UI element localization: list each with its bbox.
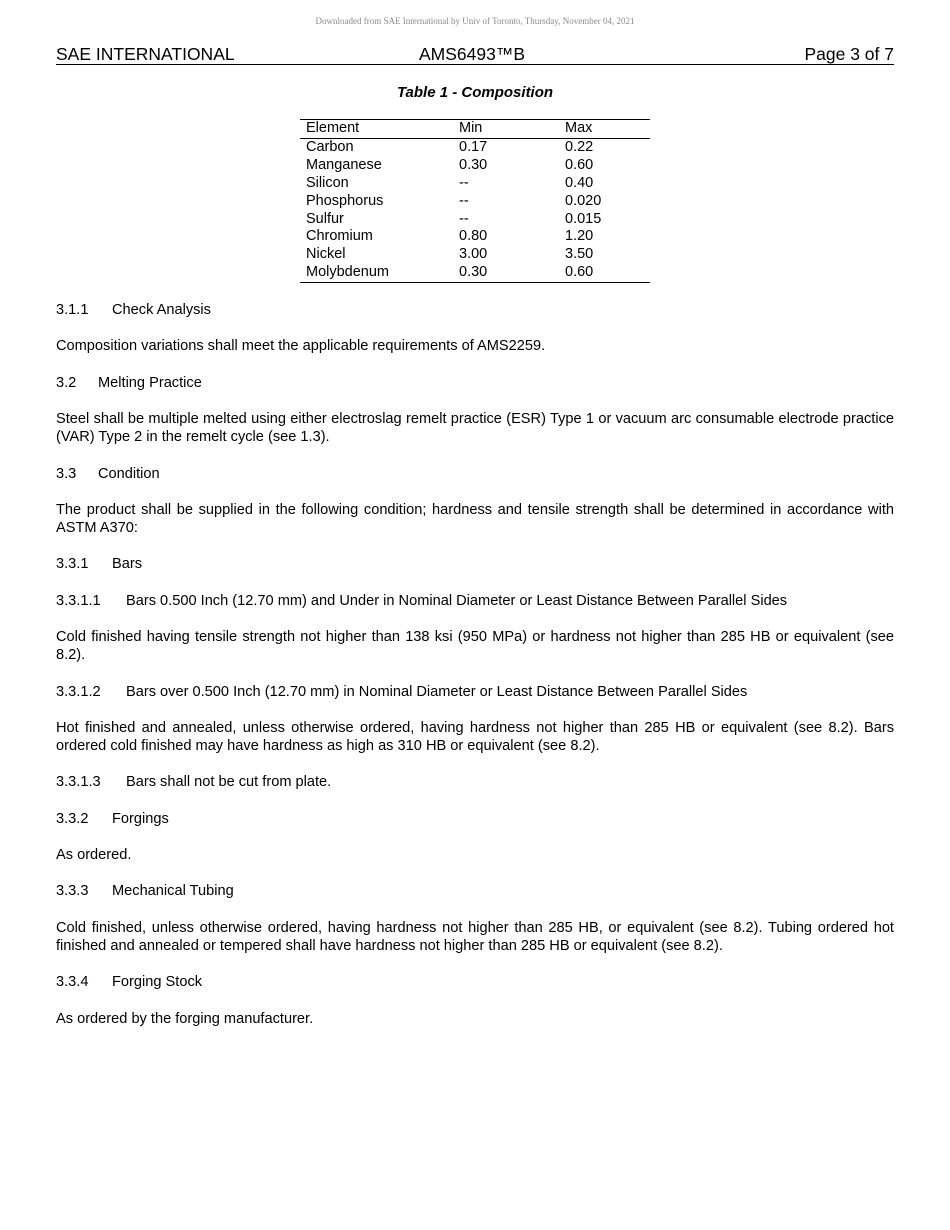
section-title: Melting Practice bbox=[98, 374, 202, 391]
cell-element: Chromium bbox=[306, 228, 373, 245]
section-text: Composition variations shall meet the applicable requirements of AMS2259. bbox=[56, 338, 546, 355]
cell-max: 0.60 bbox=[565, 156, 594, 173]
cell-max: 0.020 bbox=[565, 192, 602, 209]
cell-element: Manganese bbox=[306, 156, 382, 173]
cell-max: 3.50 bbox=[565, 246, 594, 263]
table-row bbox=[300, 175, 650, 193]
section-text: Steel shall be multiple melted using either electroslag remelt practice (ESR) Type 1 or vacuum arc consumable electrode practice (VAR) Type 2 in the remelt cycle (see 1.3). bbox=[56, 411, 894, 446]
cell-min: 0.30 bbox=[453, 264, 559, 282]
section-heading-3-3-1 bbox=[56, 555, 894, 573]
table-header-row bbox=[300, 120, 650, 139]
section-heading-3-3-4 bbox=[56, 973, 894, 991]
section-text: Cold finished, unless otherwise ordered, having hardness not higher than 285 HB, or equivalent (see 8.2). Tubing ordered hot finished and annealed or tempered shall have hardness not higher than 285 HB or equivalent (see 8.2). bbox=[56, 919, 894, 954]
cell-element: Molybdenum bbox=[300, 264, 453, 282]
section-number: 3.3.3 bbox=[56, 883, 89, 900]
cell-max: 1.20 bbox=[565, 228, 594, 245]
cell-min: -- bbox=[459, 210, 469, 227]
section-number: 3.3.2 bbox=[56, 810, 89, 827]
section-heading-3-3-2 bbox=[56, 810, 894, 828]
composition-table bbox=[300, 119, 650, 283]
section-title: Bars 0.500 Inch (12.70 mm) and Under in Nominal Diameter or Least Distance Between Parallel Sides bbox=[126, 592, 788, 609]
section-number: 3.3.1.1 bbox=[56, 592, 101, 609]
cell-max: 0.60 bbox=[559, 264, 650, 282]
table-row bbox=[300, 246, 650, 264]
document-body bbox=[56, 301, 894, 1028]
section-number: 3.2 bbox=[56, 374, 77, 391]
section-heading-3-3-1-2 bbox=[56, 683, 894, 701]
cell-element: Carbon bbox=[306, 138, 354, 155]
section-number: 3.1.1 bbox=[56, 302, 89, 318]
section-number: 3.3.1.2 bbox=[56, 683, 101, 700]
section-title: Bars over 0.500 Inch (12.70 mm) in Nominal Diameter or Least Distance Between Parallel Sides bbox=[126, 683, 748, 700]
cell-min: -- bbox=[459, 192, 469, 209]
section-heading-3-3-1-1 bbox=[56, 592, 894, 610]
section-title: Condition bbox=[98, 465, 160, 482]
table-row bbox=[300, 193, 650, 211]
cell-max: 0.22 bbox=[565, 138, 594, 155]
section-title: Mechanical Tubing bbox=[112, 883, 234, 900]
column-header: Element bbox=[300, 120, 453, 139]
table-row bbox=[300, 157, 650, 175]
column-header: Max bbox=[559, 120, 650, 139]
section-heading-3-2 bbox=[56, 374, 894, 392]
section-text: The product shall be supplied in the following condition; hardness and tensile strength shall be determined in accordance with ASTM A370: bbox=[56, 501, 894, 536]
section-title: Bars shall not be cut from plate. bbox=[126, 774, 332, 791]
cell-element: Nickel bbox=[306, 246, 346, 263]
section-number: 3.3.4 bbox=[56, 974, 89, 991]
section-text: Cold finished having tensile strength not higher than 138 ksi (950 MPa) or hardness not higher than 285 HB or equivalent (see 8.2). bbox=[56, 629, 894, 664]
section-title: Forgings bbox=[112, 810, 169, 827]
header-doc-id: AMS6493™B bbox=[419, 44, 526, 64]
section-title: Forging Stock bbox=[112, 974, 203, 991]
table-row bbox=[300, 264, 650, 282]
cell-max: 0.40 bbox=[565, 174, 594, 191]
cell-min: 0.30 bbox=[459, 156, 488, 173]
section-heading-3-3-3 bbox=[56, 882, 894, 900]
download-watermark: Downloaded from SAE International by Univ of Toronto, Thursday, November 04, 2021 bbox=[315, 16, 635, 26]
table-row bbox=[300, 138, 650, 156]
page-header bbox=[56, 44, 894, 65]
section-heading-3-3 bbox=[56, 465, 894, 483]
section-title: Check Analysis bbox=[112, 302, 211, 318]
header-org: SAE INTERNATIONAL bbox=[56, 44, 235, 64]
cell-min: -- bbox=[459, 174, 469, 191]
section-text: As ordered. bbox=[56, 847, 132, 864]
section-number: 3.3.1.3 bbox=[56, 774, 101, 791]
section-heading-3-3-1-3 bbox=[56, 773, 894, 791]
section-number: 3.3 bbox=[56, 465, 77, 482]
column-header: Min bbox=[453, 120, 559, 139]
header-page-number: Page 3 of 7 bbox=[804, 44, 894, 64]
cell-min: 0.17 bbox=[459, 138, 488, 155]
table-row bbox=[300, 211, 650, 229]
section-title: Bars bbox=[112, 556, 143, 573]
cell-min: 0.80 bbox=[459, 228, 488, 245]
cell-element: Phosphorus bbox=[306, 192, 384, 209]
section-heading-3-1-1 bbox=[56, 301, 894, 319]
section-text: Hot finished and annealed, unless otherwise ordered, having hardness not higher than 285 HB or equivalent (see 8.2). Bars ordered cold finished may have hardness as high as 310 HB or equivalent (see 8.2). bbox=[56, 719, 894, 754]
table-row bbox=[300, 228, 650, 246]
cell-element: Sulfur bbox=[306, 210, 344, 227]
table-title: Table 1 - Composition bbox=[396, 84, 554, 101]
cell-max: 0.015 bbox=[565, 210, 602, 227]
cell-element: Silicon bbox=[306, 174, 349, 191]
section-number: 3.3.1 bbox=[56, 556, 89, 573]
section-text: As ordered by the forging manufacturer. bbox=[56, 1010, 314, 1027]
cell-min: 3.00 bbox=[459, 246, 488, 263]
